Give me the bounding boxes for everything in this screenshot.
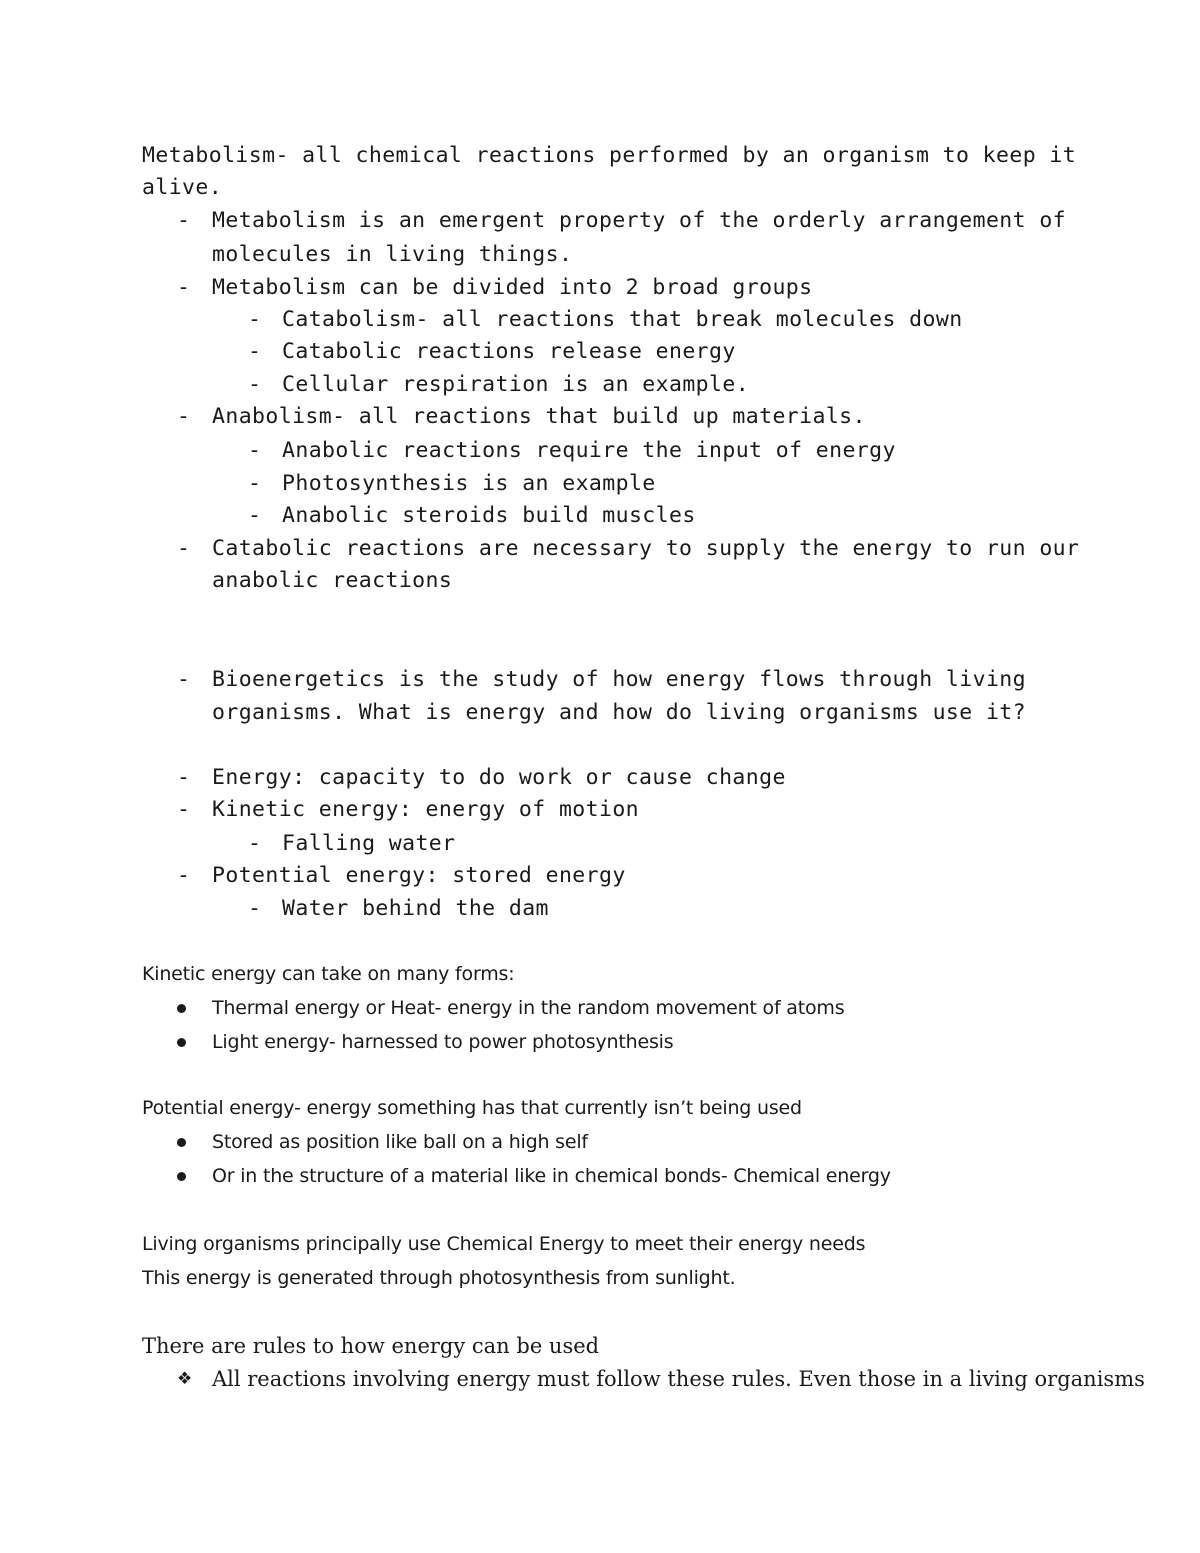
bullet-dot-icon <box>177 1004 186 1013</box>
bullet-text: All reactions involving energy must follow these rules. Even those in a living organisms <box>212 1367 1145 1391</box>
list-item-text: Photosynthesis is an example <box>282 471 656 496</box>
list-item-text: Anabolic steroids build muscles <box>282 503 696 528</box>
dash-marker: - <box>248 896 262 921</box>
dash-marker: - <box>248 339 262 364</box>
rules-heading: There are rules to how energy can be used <box>142 1334 600 1358</box>
dash-marker: - <box>177 863 191 888</box>
list-item-text: Catabolic reactions are necessary to supply the energy to run our <box>212 536 1080 561</box>
dash-marker: - <box>177 667 191 692</box>
bullet-dot-icon <box>177 1038 186 1047</box>
list-item-text: Kinetic energy: energy of motion <box>212 797 640 822</box>
bullet-text: Stored as position like ball on a high self <box>212 1131 588 1153</box>
list-item-text: Bioenergetics is the study of how energy flows through living <box>212 667 1026 692</box>
dash-marker: - <box>177 536 191 561</box>
dash-marker: - <box>248 831 262 856</box>
potential-heading: Potential energy- energy something has that currently isn’t being used <box>142 1097 802 1119</box>
chemical-energy-line-2: This energy is generated through photosynthesis from sunlight. <box>142 1267 736 1289</box>
list-item-text: Metabolism is an emergent property of the orderly arrangement of <box>212 208 1067 233</box>
list-item-text: molecules in living things. <box>212 242 573 267</box>
dash-marker: - <box>248 307 262 332</box>
list-item-text: Potential energy: stored energy <box>212 863 626 888</box>
bullet-text: Light energy- harnessed to power photosynthesis <box>212 1031 674 1053</box>
list-item-text: Cellular respiration is an example. <box>282 372 750 397</box>
dash-marker: - <box>248 438 262 463</box>
list-item-text: Energy: capacity to do work or cause change <box>212 765 786 790</box>
list-item-text: Catabolic reactions release energy <box>282 339 736 364</box>
list-item-text: Anabolism- all reactions that build up materials. <box>212 404 866 429</box>
dash-marker: - <box>177 765 191 790</box>
dash-marker: - <box>177 404 191 429</box>
intro-line-2: alive. <box>142 175 223 200</box>
bullet-dot-icon <box>177 1172 186 1181</box>
bullet-text: Thermal energy or Heat- energy in the random movement of atoms <box>212 997 845 1019</box>
dash-marker: - <box>248 471 262 496</box>
list-item-text: organisms. What is energy and how do living organisms use it? <box>212 700 1026 725</box>
list-item-text: anabolic reactions <box>212 568 453 593</box>
dash-marker: - <box>177 208 191 233</box>
dash-marker: - <box>248 372 262 397</box>
diamond-bullet-icon: ❖ <box>177 1369 193 1389</box>
dash-marker: - <box>177 275 191 300</box>
intro-line-1: Metabolism- all chemical reactions performed by an organism to keep it <box>142 143 1077 168</box>
bullet-dot-icon <box>177 1138 186 1147</box>
list-item-text: Metabolism can be divided into 2 broad groups <box>212 275 813 300</box>
list-item-text: Falling water <box>282 831 456 856</box>
dash-marker: - <box>248 503 262 528</box>
kinetic-heading: Kinetic energy can take on many forms: <box>142 963 515 985</box>
list-item-text: Anabolic reactions require the input of energy <box>282 438 896 463</box>
bullet-text: Or in the structure of a material like in chemical bonds- Chemical energy <box>212 1165 891 1187</box>
dash-marker: - <box>177 797 191 822</box>
chemical-energy-line-1: Living organisms principally use Chemical Energy to meet their energy needs <box>142 1233 866 1255</box>
list-item-text: Catabolism- all reactions that break molecules down <box>282 307 963 332</box>
list-item-text: Water behind the dam <box>282 896 549 921</box>
